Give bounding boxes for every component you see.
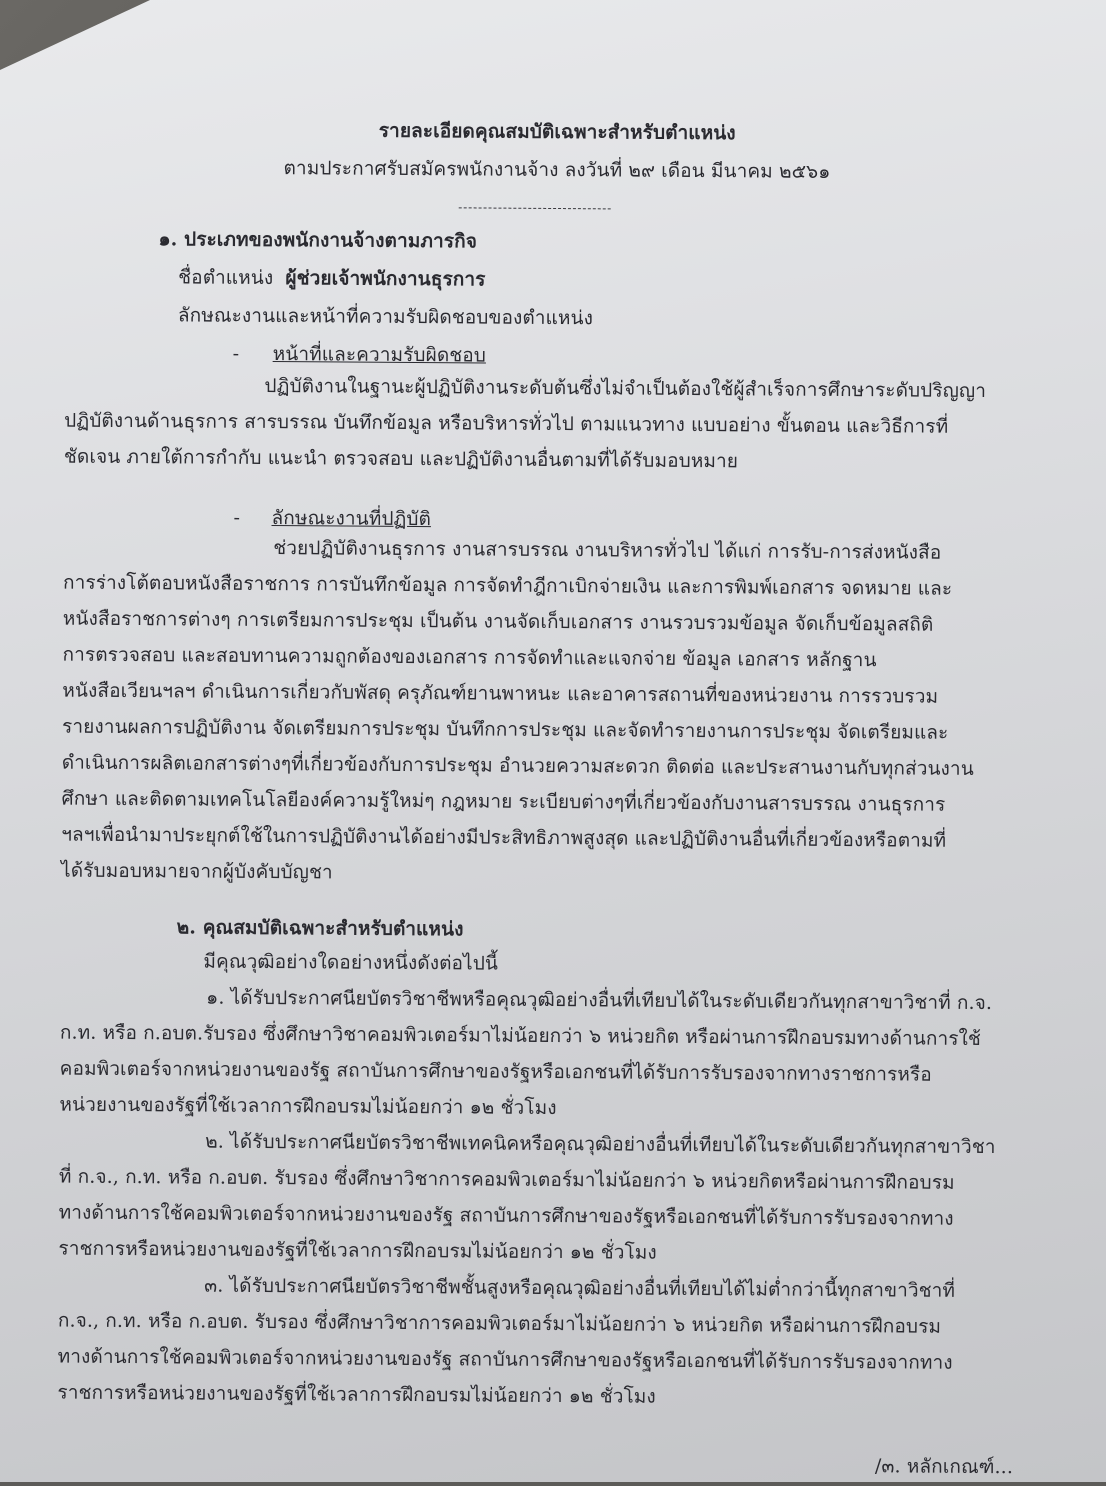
work-line: รายงานผลการปฏิบัติงาน จัดเตรียมการประชุม บันทึกการประชุม และจัดทำรายงานการประชุม จัดเตรียมและ: [62, 715, 949, 744]
position-name: ผู้ช่วยเจ้าพนักงานธุรการ: [285, 267, 486, 291]
qualification-line: ๑. ได้รับประกาศนียบัตรวิชาชีพหรือคุณวุฒิอย่างอื่นที่เทียบได้ในระดับเดียวกันทุกสาขาวิชาที่ ก.จ.: [206, 986, 993, 1015]
qualification-line: ๓. ได้รับประกาศนียบัตรวิชาชีพชั้นสูงหรือคุณวุฒิอย่างอื่นที่เทียบได้ไม่ต่ำกว่านี้ทุกสาขาวิชาที่: [204, 1274, 956, 1302]
duty-line: ปฏิบัติงานด้านธุรการ สารบรรณ บันทึกข้อมูล หรือบริหารทั่วไป ตามแนวทาง แบบอย่าง ขั้นตอน และวิธีการที่: [64, 409, 949, 438]
work-line: ได้รับมอบหมายจากผู้บังคับบัญชา: [61, 859, 333, 884]
work-line: หนังสือเวียนฯลฯ ดำเนินการเกี่ยวกับพัสดุ ครุภัณฑ์ยานพาหนะ และอาคารสถานที่ของหน่วยงาน การรวบรวม: [62, 679, 939, 708]
duty-line: ชัดเจน ภายใต้การกำกับ แนะนำ ตรวจสอบ และปฏิบัติงานอื่นตามที่ได้รับมอบหมาย: [63, 445, 739, 473]
duty-line: ปฏิบัติงานในฐานะผู้ปฏิบัติงานระดับต้นซึ่งไม่จำเป็นต้องใช้ผู้สำเร็จการศึกษาระดับปริญญา: [264, 374, 987, 403]
work-line: ดำเนินการผลิตเอกสารต่างๆที่เกี่ยวข้องกับการประชุม อำนวยความสะดวก ติดต่อ และประสานงานกับทุกส่วนงาน: [61, 751, 974, 780]
work-line: การร่างโต้ตอบหนังสือราชการ การบันทึกข้อมูล การจัดทำฎีกาเบิกจ่ายเงิน และการพิมพ์เอกสาร จดหมาย และ: [63, 571, 953, 600]
work-line: หนังสือราชการต่างๆ การเตรียมการประชุม เป็นต้น งานจัดเก็บเอกสาร งานรวบรวมข้อมูล จัดเก็บข้อมูลสถิติ: [62, 607, 934, 636]
work-line: ศึกษา และติดตามเทคโนโลยีองค์ความรู้ใหม่ๆ กฎหมาย ระเบียบต่างๆที่เกี่ยวข้องกับงานสารบรรณ งานธุรการ: [61, 787, 946, 816]
divider-line: [459, 207, 611, 209]
qualification-line: คอมพิวเตอร์จากหน่วยงานของรัฐ สถาบันการศึกษาของรัฐหรือเอกชนที่ได้รับการรับรองจากทางราชการหรือ: [59, 1057, 932, 1086]
qualification-line: ๒. ได้รับประกาศนียบัตรวิชาชีพเทคนิคหรือคุณวุฒิอย่างอื่นที่เทียบได้ในระดับเดียวกันทุกสาขาวิชา: [205, 1130, 996, 1159]
work-heading: ลักษณะงานที่ปฏิบัติ: [271, 507, 432, 531]
qualification-line: ทางด้านการใช้คอมพิวเตอร์จากหน่วยงานของรัฐ สถาบันการศึกษาของรัฐหรือเอกชนที่ได้รับการรับรองจากทาง: [58, 1201, 954, 1230]
qualification-line: ราชการหรือหน่วยงานของรัฐที่ใช้เวลาการฝึกอบรมไม่น้อยกว่า ๑๒ ชั่วโมง: [58, 1237, 657, 1264]
section-2-intro: มีคุณวุฒิอย่างใดอย่างหนึ่งดังต่อไปนี้: [203, 950, 499, 975]
qualification-line: ที่ ก.จ., ก.ท. หรือ ก.อบต. รับรอง ซึ่งศึกษาวิชาการคอมพิวเตอร์มาไม่น้อยกว่า ๖ หน่วยกิตหรือผ่านการฝึกอบรม: [58, 1165, 955, 1194]
qualification-line: ก.จ., ก.ท. หรือ ก.อบต. รับรอง ซึ่งศึกษาวิชาการคอมพิวเตอร์มาไม่น้อยกว่า ๖ หน่วยกิต หรือผ่านการฝึกอบรม: [57, 1309, 942, 1338]
doc-subtitle: ตามประกาศรับสมัครพนักงานจ้าง ลงวันที่ ๒๙ เดือน มีนาคม ๒๕๖๑: [283, 157, 831, 183]
duty-bullet: -: [232, 342, 240, 365]
work-line: การตรวจสอบ และสอบทานความถูกต้องของเอกสาร การจัดทำและแจกจ่าย ข้อมูล เอกสาร หลักฐาน: [62, 643, 877, 672]
doc-title: รายละเอียดคุณสมบัติเฉพาะสำหรับตำแหน่ง: [378, 119, 736, 145]
continued-footer: /๓. หลักเกณฑ์...: [874, 1455, 1014, 1479]
section-1-heading: ๑. ประเภทของพนักงานจ้างตามภารกิจ: [158, 228, 478, 253]
section-2-heading: ๒. คุณสมบัติเฉพาะสำหรับตำแหน่ง: [176, 916, 464, 941]
work-line: ฯลฯเพื่อนำมาประยุกต์ใช้ในการปฏิบัติงานได้อย่างมีประสิทธิภาพสูงสุด และปฏิบัติงานอื่นที่เกี่ยวข้องหรือตามที่: [61, 823, 947, 852]
section-1-desc: ลักษณะงานและหน้าที่ความรับผิดชอบของตำแหน่ง: [177, 304, 594, 330]
qualification-line: ทางด้านการใช้คอมพิวเตอร์จากหน่วยงานของรัฐ สถาบันการศึกษาของรัฐหรือเอกชนที่ได้รับการรับรองจากทาง: [57, 1345, 953, 1374]
qualification-line: หน่วยงานของรัฐที่ใช้เวลาการฝึกอบรมไม่น้อยกว่า ๑๒ ชั่วโมง: [59, 1093, 557, 1120]
position-line: [178, 265, 485, 291]
qualification-line: ราชการหรือหน่วยงานของรัฐที่ใช้เวลาการฝึกอบรมไม่น้อยกว่า ๑๒ ชั่วโมง: [57, 1381, 656, 1408]
work-line: ช่วยปฏิบัติงานธุรการ งานสารบรรณ งานบริหารทั่วไป ได้แก่ การรับ-การส่งหนังสือ: [273, 537, 942, 564]
work-bullet: -: [233, 506, 241, 529]
qualification-line: ก.ท. หรือ ก.อบต.รับรอง ซึ่งศึกษาวิชาคอมพิวเตอร์มาไม่น้อยกว่า ๖ หน่วยกิต หรือผ่านการฝึกอบรมทางด้านการใช้: [59, 1021, 982, 1050]
duty-heading: หน้าที่และความรับผิดชอบ: [272, 343, 487, 367]
position-label: ชื่อตำแหน่ง: [178, 266, 274, 290]
